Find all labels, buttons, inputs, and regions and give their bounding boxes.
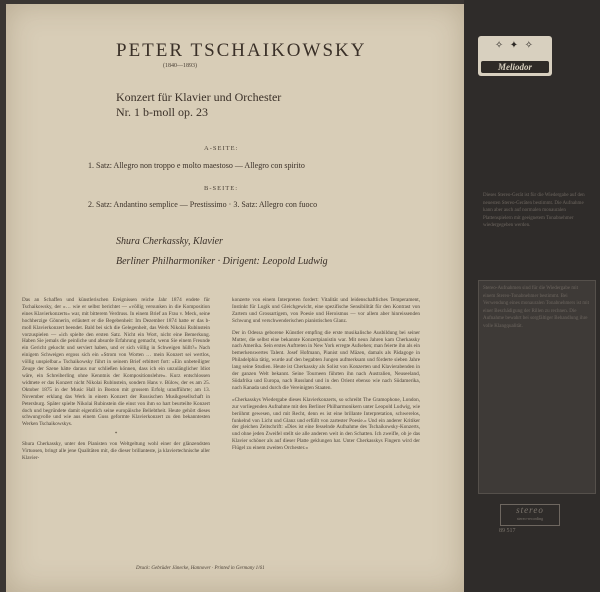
catalog-number: 89 517 bbox=[499, 528, 516, 534]
work-title-line2: Nr. 1 b-moll op. 23 bbox=[116, 105, 208, 119]
liner-notes-paragraph: konzerte von einem Interpreten fordert: Vitalität und leidenschaftliches Temperament, Instinkt für Logik und Gleichgewicht, eine spezifische Sensibilität für den Kontrast von Zartem und Grossartigem, von Poesie und Heroismus — vor allem aber hinreissenden Schwung und verschwenderischen pianistischen Glanz. bbox=[232, 297, 420, 324]
stereo-subtitle: stereo-recording bbox=[516, 516, 544, 521]
stereo-badge bbox=[500, 504, 560, 526]
composer-dates: (1840—1893) bbox=[163, 63, 197, 69]
liner-notes-column-2 bbox=[232, 297, 420, 452]
stereo-notice-text: Stereo-Aufnahmen sind für die Wiedergabe mit einem Stereo-Tonabnehmer bestimmt. Bei Verwendung eines monauralen Tonabnehmers ist mit einer Beschädigung der Rillen zu rechnen. Die Aufnahme bewahrt bei sorgfältiger Behandlung ihre volle Klangqualität. bbox=[483, 286, 590, 329]
liner-notes-paragraph: Shura Cherkassky, unter den Pianisten von Weltgeltung wohl einer der glänzendsten Virtuosen, bringt alle jene Qualitäten mit, die dieser brillanteste, ja klaviertechnische aller Klavier- bbox=[22, 441, 210, 461]
liner-notes-paragraph: »Cherkasskys Wiedergabe dieses Klavierkonzerts, so schreibt The Gramophone, London, zur vorliegenden Aufnahme mit den Berliner Philharmonikern unter Leopold Ludwig, wie beriihmt gewesen, und mit Recht, denn es ist eine brillante Interpretation, schwerelos, funkelnd von Licht und Glanz und erfüllt von zartester Poesie.« Und ein anderer Kritiker der gleichen Zeitschrift: »Dies ist eine fesselnde Aufnahme des Tschaikowsky-Konzerts, und ohne jeden Zweifel stellt sie alle anderen weit in den Schatten. Ich zweifle, ob je das Klavier schöner als auf dieser Platte geklungen hat. Unter Cherkasskys Fingern wird der Flügel zu einem zweiten Orchester.« bbox=[232, 396, 420, 452]
work-title bbox=[116, 90, 281, 120]
side-a-label: A-SEITE: bbox=[204, 145, 239, 152]
printer-credit: Druck: Gebrüder Jänecke, Hannover · Printed in Germany 1/61 bbox=[136, 566, 265, 571]
section-star: * bbox=[114, 431, 118, 438]
logo-emblem: ✧ ✦ ✧ bbox=[494, 40, 536, 51]
liner-notes-paragraph: Das an Schaffen und künstlerischen Ereignissen reiche Jahr 1874 endete für Tschaikowsky, der »… wie er selbst berichtet — »völlig versunken in die Komposition eines Klavierkonzerts« war, mit bitterem Verdruss. In einem Brief an Frau v. Meck, seine hochherzige Gönnerin, erläutert er die Begebenheit: Im Dezember 1874 hatte er das b-moll Klavierkonzert beendet. Bald bei sich die Gelegenheit, das Werk Nikolai Rubinstein vorzuspielen — »ich spielte den ersten Satz. Nicht ein Wort, nicht eine Bemerkung. Haben Sie jemals die peinliche und absurde Erfahrung gemacht, wenn Sie einem Freunde ein Gericht gekocht und serviert haben, und er sich völlig in Schweigen hüllt?« Nach einigem Schweigen ergoss sich ein »Strom von Worten … mein Konzert sei wertlos, völlig unspielbar.« Tschaikowsky führt in seinem Brief erbittert fort: »Ein unbeteiligter Zeuge der Szene hätte daraus nur schließen können, dass ich ein unzulänglicher Idiot wäre, ein Schreiberling ohne Kenntnis der Kompositionslehre«. Kurz entschlossen widmete er das Konzert nicht Nikolai Rubinstein, sondern Hans v. Bülow, der es am 25. Oktober 1875 in der Music Hall in Boston mit grossem Erfolg uraufführte; am 13. November erklang das Werk in einem Konzert der Russischen Musikgesellschaft in Petersburg. Später spielte Nikolai Rubinstein die einst von ihm so hart beurteilte Konzert doch und begründete damit eigentlich seine europäische Beliebtheit. Heute gehört dieses schwungvolle und wie aus einem Guss geformte Klavierkonzert zu den bekanntesten Werken Tschaikowskys. bbox=[22, 297, 210, 428]
logo-brand-text: Meliodor bbox=[481, 61, 549, 73]
side-b-movement: 2. Satz: Andantino semplice — Prestissimo · 3. Satz: Allegro con fuoco bbox=[88, 200, 318, 209]
orchestra-credit: Berliner Philharmoniker · Dirigent: Leopold Ludwig bbox=[116, 256, 328, 267]
liner-notes-paragraph: Der in Odessa geborene Künstler empfing die erste musikalische Ausbildung bei seiner Mutter, die selbst eine bekannte Konzertpianistin war. Mit neun Jahren kam Cherkassky nach Amerika. Sein erstes Auftreten in New York erregte Aufsehen; man feierte ihn als ein bemerkenswertes Talent. Josef Hofmann, Pianist und Mäzen, damals als Pädagoge in Philadelphia tätig, wurde auf den begabten Jungen aufmerksam und förderte sieben Jahre lang seine Studien. Heute ist Cherkassky als Solist von Konzerten und Klavierabenden in der ganzen Welt bekannt. Seine Tourneen führten ihn nach Australien, Neuseeland, Südafrika und Europa, nach Russland und in den Orient ebenso wie nach Südamerika, nach Kanada und durch die Vereinigten Staaten. bbox=[232, 329, 420, 391]
side-b-label: B-SEITE: bbox=[204, 185, 238, 192]
stereo-word: stereo bbox=[516, 505, 544, 515]
stereo-info-text: Dieses Stereo-Gerät ist für die Wiedergabe auf den neuesten Stereo-Geräten bestimmt. Die Aufnahme kann aber auch auf normalen monauralen Plattenspielern mit geeignetem Tonabnehmer wiedergegeben werden. bbox=[483, 193, 585, 229]
liner-notes-column-1 bbox=[22, 297, 210, 462]
melodiya-logo bbox=[478, 36, 552, 76]
soloist-credit: Shura Cherkassky, Klavier bbox=[116, 236, 223, 247]
work-title-line1: Konzert für Klavier und Orchester bbox=[116, 90, 282, 104]
side-a-movement: 1. Satz: Allegro non troppo e molto maestoso — Allegro con spirito bbox=[88, 161, 305, 170]
composer-name: PETER TSCHAIKOWSKY bbox=[116, 40, 367, 61]
